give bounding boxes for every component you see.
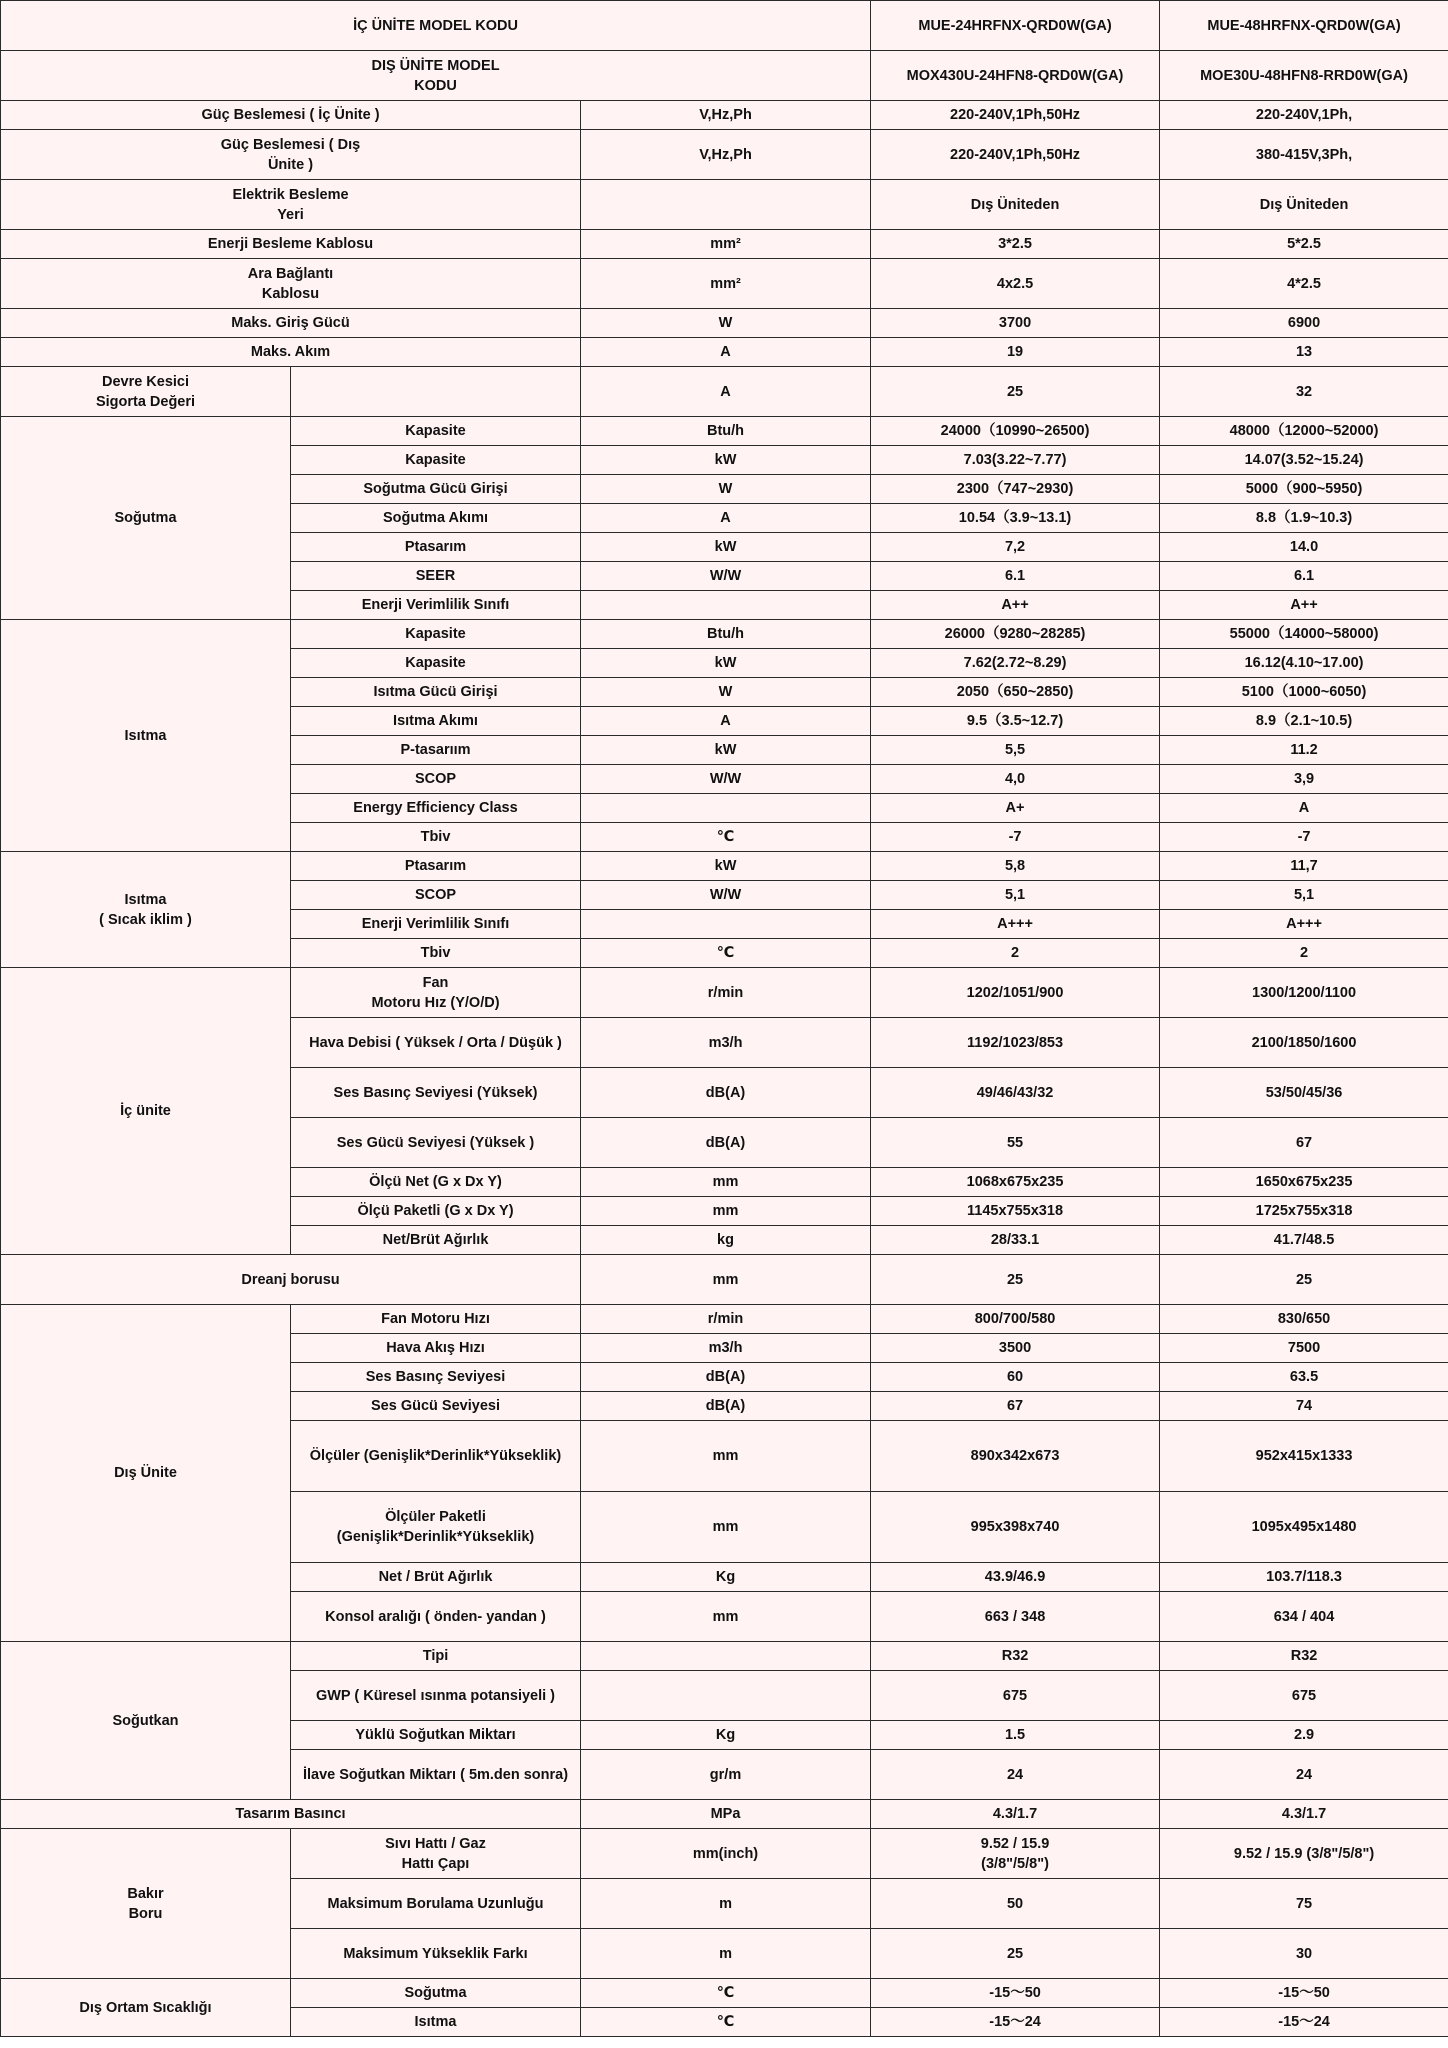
spec-unit [581, 910, 871, 939]
spec-value-2: 220-240V,1Ph, [1160, 101, 1448, 130]
spec-label: Ses Basınç Seviyesi (Yüksek) [291, 1068, 581, 1118]
spec-unit: mm² [581, 230, 871, 259]
spec-unit: W [581, 678, 871, 707]
group-title: Isıtma [1, 620, 291, 852]
spec-value-1: 60 [871, 1363, 1160, 1392]
spec-label: Soğutma Akımı [291, 504, 581, 533]
spec-label: Ses Basınç Seviyesi [291, 1363, 581, 1392]
spec-unit [581, 794, 871, 823]
spec-unit: dB(A) [581, 1068, 871, 1118]
spec-unit: kW [581, 852, 871, 881]
spec-value-1: 995x398x740 [871, 1492, 1160, 1563]
spec-value-1: 24 [871, 1750, 1160, 1800]
spec-value-2: 14.07(3.52~15.24) [1160, 446, 1448, 475]
spec-value-2: 30 [1160, 1929, 1448, 1979]
spec-label: Isıtma Akımı [291, 707, 581, 736]
spec-value-1: 4.3/1.7 [871, 1800, 1160, 1829]
spec-value-2: 1650x675x235 [1160, 1168, 1448, 1197]
spec-unit: A [581, 367, 871, 417]
spec-label: Dreanj borusu [1, 1255, 581, 1305]
spec-value-2: Dış Üniteden [1160, 180, 1448, 230]
spec-value-2: 25 [1160, 1255, 1448, 1305]
spec-unit [581, 1671, 871, 1721]
spec-label: Enerji Verimlilik Sınıfı [291, 910, 581, 939]
spec-unit: Kg [581, 1721, 871, 1750]
spec-value-2: 5*2.5 [1160, 230, 1448, 259]
spec-value-2: 380-415V,3Ph, [1160, 130, 1448, 180]
spec-value-1: 4x2.5 [871, 259, 1160, 309]
spec-value-1: 67 [871, 1392, 1160, 1421]
spec-value-2: 952x415x1333 [1160, 1421, 1448, 1492]
spec-label: Enerji Besleme Kablosu [1, 230, 581, 259]
spec-label: Ses Gücü Seviyesi [291, 1392, 581, 1421]
spec-value-1: 1.5 [871, 1721, 1160, 1750]
spec-unit: mm [581, 1421, 871, 1492]
spec-value-1: 890x342x673 [871, 1421, 1160, 1492]
spec-value-2: A+++ [1160, 910, 1448, 939]
spec-unit: mm(inch) [581, 1829, 871, 1879]
spec-unit: dB(A) [581, 1363, 871, 1392]
spec-value-2: 103.7/118.3 [1160, 1563, 1448, 1592]
spec-unit [581, 180, 871, 230]
spec-value-1: 9.52 / 15.9 (3/8"/5/8") [871, 1829, 1160, 1879]
spec-unit: m3/h [581, 1018, 871, 1068]
table-row [1, 417, 1448, 446]
spec-value-1: 2 [871, 939, 1160, 968]
spec-value-1: 28/33.1 [871, 1226, 1160, 1255]
spec-label: Yüklü Soğutkan Miktarı [291, 1721, 581, 1750]
spec-unit: mm [581, 1492, 871, 1563]
group-title: Bakır Boru [1, 1829, 291, 1979]
spec-value-2: -15〜24 [1160, 2008, 1448, 2037]
group-title: İç ünite [1, 968, 291, 1255]
spec-unit: W/W [581, 562, 871, 591]
spec-value-1: A+ [871, 794, 1160, 823]
spec-label: Tasarım Basıncı [1, 1800, 581, 1829]
spec-label: Enerji Verimlilik Sınıfı [291, 591, 581, 620]
spec-label: Konsol aralığı ( önden- yandan ) [291, 1592, 581, 1642]
spec-value-1: 7,2 [871, 533, 1160, 562]
spec-label: İlave Soğutkan Miktarı ( 5m.den sonra) [291, 1750, 581, 1800]
spec-value-1: 7.62(2.72~8.29) [871, 649, 1160, 678]
spec-value-2: 13 [1160, 338, 1448, 367]
spec-value-1: 5,8 [871, 852, 1160, 881]
table-row [1, 367, 1448, 417]
spec-value-1: 43.9/46.9 [871, 1563, 1160, 1592]
spec-value-2: -15〜50 [1160, 1979, 1448, 2008]
spec-value-2: 1095x495x1480 [1160, 1492, 1448, 1563]
spec-value-1: 3700 [871, 309, 1160, 338]
spec-value-1: 26000（9280~28285) [871, 620, 1160, 649]
group-block-3 [1, 1829, 1448, 2037]
spec-value-2: R32 [1160, 1642, 1448, 1671]
spec-value-1: A+++ [871, 910, 1160, 939]
spec-label: SCOP [291, 765, 581, 794]
spec-label: Net / Brüt Ağırlık [291, 1563, 581, 1592]
spec-value-1: 1145x755x318 [871, 1197, 1160, 1226]
spec-label: Maksimum Yükseklik Farkı [291, 1929, 581, 1979]
spec-label: Fan Motoru Hızı [291, 1305, 581, 1334]
spec-unit: Btu/h [581, 620, 871, 649]
spec-label: Hava Akış Hızı [291, 1334, 581, 1363]
spec-value-2: 5,1 [1160, 881, 1448, 910]
spec-value-1: -15〜24 [871, 2008, 1160, 2037]
spec-unit: dB(A) [581, 1392, 871, 1421]
spec-value-2: 11.2 [1160, 736, 1448, 765]
spec-label: SEER [291, 562, 581, 591]
spec-unit: ℃ [581, 2008, 871, 2037]
table-row [1, 1255, 1448, 1305]
spec-value-1: -7 [871, 823, 1160, 852]
spec-value-2: 14.0 [1160, 533, 1448, 562]
spec-label: Hava Debisi ( Yüksek / Orta / Düşük ) [291, 1018, 581, 1068]
spec-label: Devre Kesici Sigorta Değeri [1, 367, 291, 417]
spec-unit [581, 591, 871, 620]
table-row [1, 101, 1448, 130]
spec-unit: ℃ [581, 823, 871, 852]
spec-unit: V,Hz,Ph [581, 130, 871, 180]
spec-value-1: 3500 [871, 1334, 1160, 1363]
spec-value-1: -15〜50 [871, 1979, 1160, 2008]
spec-label: Ses Gücü Seviyesi (Yüksek ) [291, 1118, 581, 1168]
spec-value-2: 67 [1160, 1118, 1448, 1168]
spec-unit: Kg [581, 1563, 871, 1592]
table-row [1, 620, 1448, 649]
spec-value-2: 75 [1160, 1879, 1448, 1929]
table-row [1, 852, 1448, 881]
indoor-model-row [1, 1, 1448, 51]
spec-label: Ara Bağlantı Kablosu [1, 259, 581, 309]
spec-unit: kW [581, 736, 871, 765]
spec-unit: A [581, 707, 871, 736]
spec-value-1: 2300（747~2930) [871, 475, 1160, 504]
group-title: Soğutkan [1, 1642, 291, 1800]
spec-unit: W/W [581, 765, 871, 794]
spec-value-2: -7 [1160, 823, 1448, 852]
spec-unit: Btu/h [581, 417, 871, 446]
spec-label: Ptasarım [291, 852, 581, 881]
group-title: Isıtma ( Sıcak iklim ) [1, 852, 291, 968]
table-row [1, 130, 1448, 180]
spec-unit: mm [581, 1197, 871, 1226]
table-row [1, 1800, 1448, 1829]
group-block-1 [1, 417, 1448, 1255]
spec-value-1: 220-240V,1Ph,50Hz [871, 130, 1160, 180]
spec-value-1: 5,1 [871, 881, 1160, 910]
spec-value-2: A [1160, 794, 1448, 823]
spec-label: Kapasite [291, 620, 581, 649]
spec-unit: A [581, 338, 871, 367]
spec-unit: mm² [581, 259, 871, 309]
spec-value-2: 16.12(4.10~17.00) [1160, 649, 1448, 678]
spec-value-2: 2.9 [1160, 1721, 1448, 1750]
spec-label: SCOP [291, 881, 581, 910]
spec-unit: m [581, 1879, 871, 1929]
spec-value-2: 830/650 [1160, 1305, 1448, 1334]
spec-value-1: 55 [871, 1118, 1160, 1168]
spec-unit [581, 1642, 871, 1671]
spec-value-2: 48000（12000~52000) [1160, 417, 1448, 446]
spec-value-2: 8.8（1.9~10.3) [1160, 504, 1448, 533]
spec-value-1: 800/700/580 [871, 1305, 1160, 1334]
spec-value-2: 6.1 [1160, 562, 1448, 591]
spec-value-2: 634 / 404 [1160, 1592, 1448, 1642]
spec-value-2: 1300/1200/1100 [1160, 968, 1448, 1018]
table-row [1, 230, 1448, 259]
spec-value-2: 9.52 / 15.9 (3/8"/5/8") [1160, 1829, 1448, 1879]
spec-value-1: 9.5（3.5~12.7) [871, 707, 1160, 736]
spec-label: Maksimum Borulama Uzunluğu [291, 1879, 581, 1929]
spec-value-2: 11,7 [1160, 852, 1448, 881]
spec-label: Net/Brüt Ağırlık [291, 1226, 581, 1255]
table-row [1, 180, 1448, 230]
spec-value-2: 55000（14000~58000) [1160, 620, 1448, 649]
spec-value-2: A++ [1160, 591, 1448, 620]
spec-value-1: 25 [871, 1929, 1160, 1979]
spec-value-1: Dış Üniteden [871, 180, 1160, 230]
spec-unit: m [581, 1929, 871, 1979]
spec-label: Sıvı Hattı / Gaz Hattı Çapı [291, 1829, 581, 1879]
spec-unit: kg [581, 1226, 871, 1255]
group-title: Soğutma [1, 417, 291, 620]
spec-value-2: 53/50/45/36 [1160, 1068, 1448, 1118]
spec-label: Güç Beslemesi ( Dış Ünite ) [1, 130, 581, 180]
spec-value-2: 5100（1000~6050) [1160, 678, 1448, 707]
spec-unit: W [581, 309, 871, 338]
table-row [1, 1305, 1448, 1334]
spec-label: Energy Efficiency Class [291, 794, 581, 823]
spec-value-1: 50 [871, 1879, 1160, 1929]
spec-label: Ölçü Net (G x Dx Y) [291, 1168, 581, 1197]
spec-value-1: 25 [871, 1255, 1160, 1305]
spec-value-2: 4*2.5 [1160, 259, 1448, 309]
spec-unit: mm [581, 1168, 871, 1197]
spec-label: Soğutma [291, 1979, 581, 2008]
spec-label: Isıtma Gücü Girişi [291, 678, 581, 707]
indoor-model-2: MUE-48HRFNX-QRD0W(GA) [1160, 1, 1448, 51]
spec-unit: W/W [581, 881, 871, 910]
spec-value-2: 5000（900~5950) [1160, 475, 1448, 504]
spec-value-1: 19 [871, 338, 1160, 367]
outdoor-model-1: MOX430U-24HFN8-QRD0W(GA) [871, 51, 1160, 101]
spec-unit: dB(A) [581, 1118, 871, 1168]
spec-value-1: 24000（10990~26500) [871, 417, 1160, 446]
spec-value-1: 25 [871, 367, 1160, 417]
spec-unit: kW [581, 446, 871, 475]
spec-label: Maks. Giriş Gücü [1, 309, 581, 338]
spec-value-2: 4.3/1.7 [1160, 1800, 1448, 1829]
spec-value-1: 5,5 [871, 736, 1160, 765]
outdoor-model-label: DIŞ ÜNİTE MODEL KODU [1, 51, 871, 101]
spec-value-1: 7.03(3.22~7.77) [871, 446, 1160, 475]
spec-value-1: 1202/1051/900 [871, 968, 1160, 1018]
group-title: Dış Ortam Sıcaklığı [1, 1979, 291, 2037]
spec-value-2: 2 [1160, 939, 1448, 968]
spec-label: P-tasarıım [291, 736, 581, 765]
spec-value-1: 663 / 348 [871, 1592, 1160, 1642]
table-row [1, 968, 1448, 1018]
spec-sublabel-empty [291, 367, 581, 417]
spec-value-2: 63.5 [1160, 1363, 1448, 1392]
spec-value-1: 2050（650~2850) [871, 678, 1160, 707]
spec-label: Güç Beslemesi ( İç Ünite ) [1, 101, 581, 130]
spec-value-1: 1192/1023/853 [871, 1018, 1160, 1068]
spec-unit: ℃ [581, 939, 871, 968]
spec-unit: MPa [581, 1800, 871, 1829]
spec-value-2: 8.9（2.1~10.5) [1160, 707, 1448, 736]
spec-unit: ℃ [581, 1979, 871, 2008]
spec-value-1: 10.54（3.9~13.1) [871, 504, 1160, 533]
spec-label: Kapasite [291, 649, 581, 678]
spec-value-2: 41.7/48.5 [1160, 1226, 1448, 1255]
spec-label: Ptasarım [291, 533, 581, 562]
group-title: Dış Ünite [1, 1305, 291, 1642]
spec-unit: r/min [581, 968, 871, 1018]
table-row [1, 1829, 1448, 1879]
spec-label: Soğutma Gücü Girişi [291, 475, 581, 504]
spec-label: Kapasite [291, 417, 581, 446]
spec-label: Ölçü Paketli (G x Dx Y) [291, 1197, 581, 1226]
spec-unit: kW [581, 533, 871, 562]
spec-value-2: 675 [1160, 1671, 1448, 1721]
spec-unit: V,Hz,Ph [581, 101, 871, 130]
spec-label: Tbiv [291, 823, 581, 852]
table-row [1, 338, 1448, 367]
spec-value-1: 4,0 [871, 765, 1160, 794]
spec-value-1: 3*2.5 [871, 230, 1160, 259]
spec-unit: mm [581, 1592, 871, 1642]
spec-unit: W [581, 475, 871, 504]
spec-value-1: 1068x675x235 [871, 1168, 1160, 1197]
group-block-2 [1, 1305, 1448, 1800]
spec-value-1: 6.1 [871, 562, 1160, 591]
spec-label: GWP ( Küresel ısınma potansiyeli ) [291, 1671, 581, 1721]
spec-label: Ölçüler (Genişlik*Derinlik*Yükseklik) [291, 1421, 581, 1492]
table-row [1, 309, 1448, 338]
spec-unit: r/min [581, 1305, 871, 1334]
spec-value-2: 3,9 [1160, 765, 1448, 794]
spec-label: Tipi [291, 1642, 581, 1671]
spec-value-1: 49/46/43/32 [871, 1068, 1160, 1118]
spec-unit: m3/h [581, 1334, 871, 1363]
spec-value-2: 7500 [1160, 1334, 1448, 1363]
spec-value-2: 24 [1160, 1750, 1448, 1800]
spec-label: Kapasite [291, 446, 581, 475]
spec-value-1: R32 [871, 1642, 1160, 1671]
spec-label: Elektrik Besleme Yeri [1, 180, 581, 230]
table-row [1, 1979, 1448, 2008]
spec-label: Ölçüler Paketli (Genişlik*Derinlik*Yükseklik) [291, 1492, 581, 1563]
outdoor-model-2: MOE30U-48HFN8-RRD0W(GA) [1160, 51, 1448, 101]
spec-unit: kW [581, 649, 871, 678]
spec-label: Isıtma [291, 2008, 581, 2037]
spec-label: Maks. Akım [1, 338, 581, 367]
table-row [1, 259, 1448, 309]
indoor-model-1: MUE-24HRFNX-QRD0W(GA) [871, 1, 1160, 51]
spec-value-1: 220-240V,1Ph,50Hz [871, 101, 1160, 130]
spec-unit: A [581, 504, 871, 533]
spec-label: Fan Motoru Hız (Y/O/D) [291, 968, 581, 1018]
spec-value-2: 6900 [1160, 309, 1448, 338]
table-row [1, 1642, 1448, 1671]
spec-label: Tbiv [291, 939, 581, 968]
spec-value-2: 1725x755x318 [1160, 1197, 1448, 1226]
spec-unit: gr/m [581, 1750, 871, 1800]
spec-unit: mm [581, 1255, 871, 1305]
outdoor-model-row [1, 51, 1448, 101]
spec-value-2: 32 [1160, 367, 1448, 417]
spec-value-2: 2100/1850/1600 [1160, 1018, 1448, 1068]
spec-value-1: A++ [871, 591, 1160, 620]
spec-value-1: 675 [871, 1671, 1160, 1721]
indoor-model-label: İÇ ÜNİTE MODEL KODU [1, 1, 871, 51]
spec-value-2: 74 [1160, 1392, 1448, 1421]
